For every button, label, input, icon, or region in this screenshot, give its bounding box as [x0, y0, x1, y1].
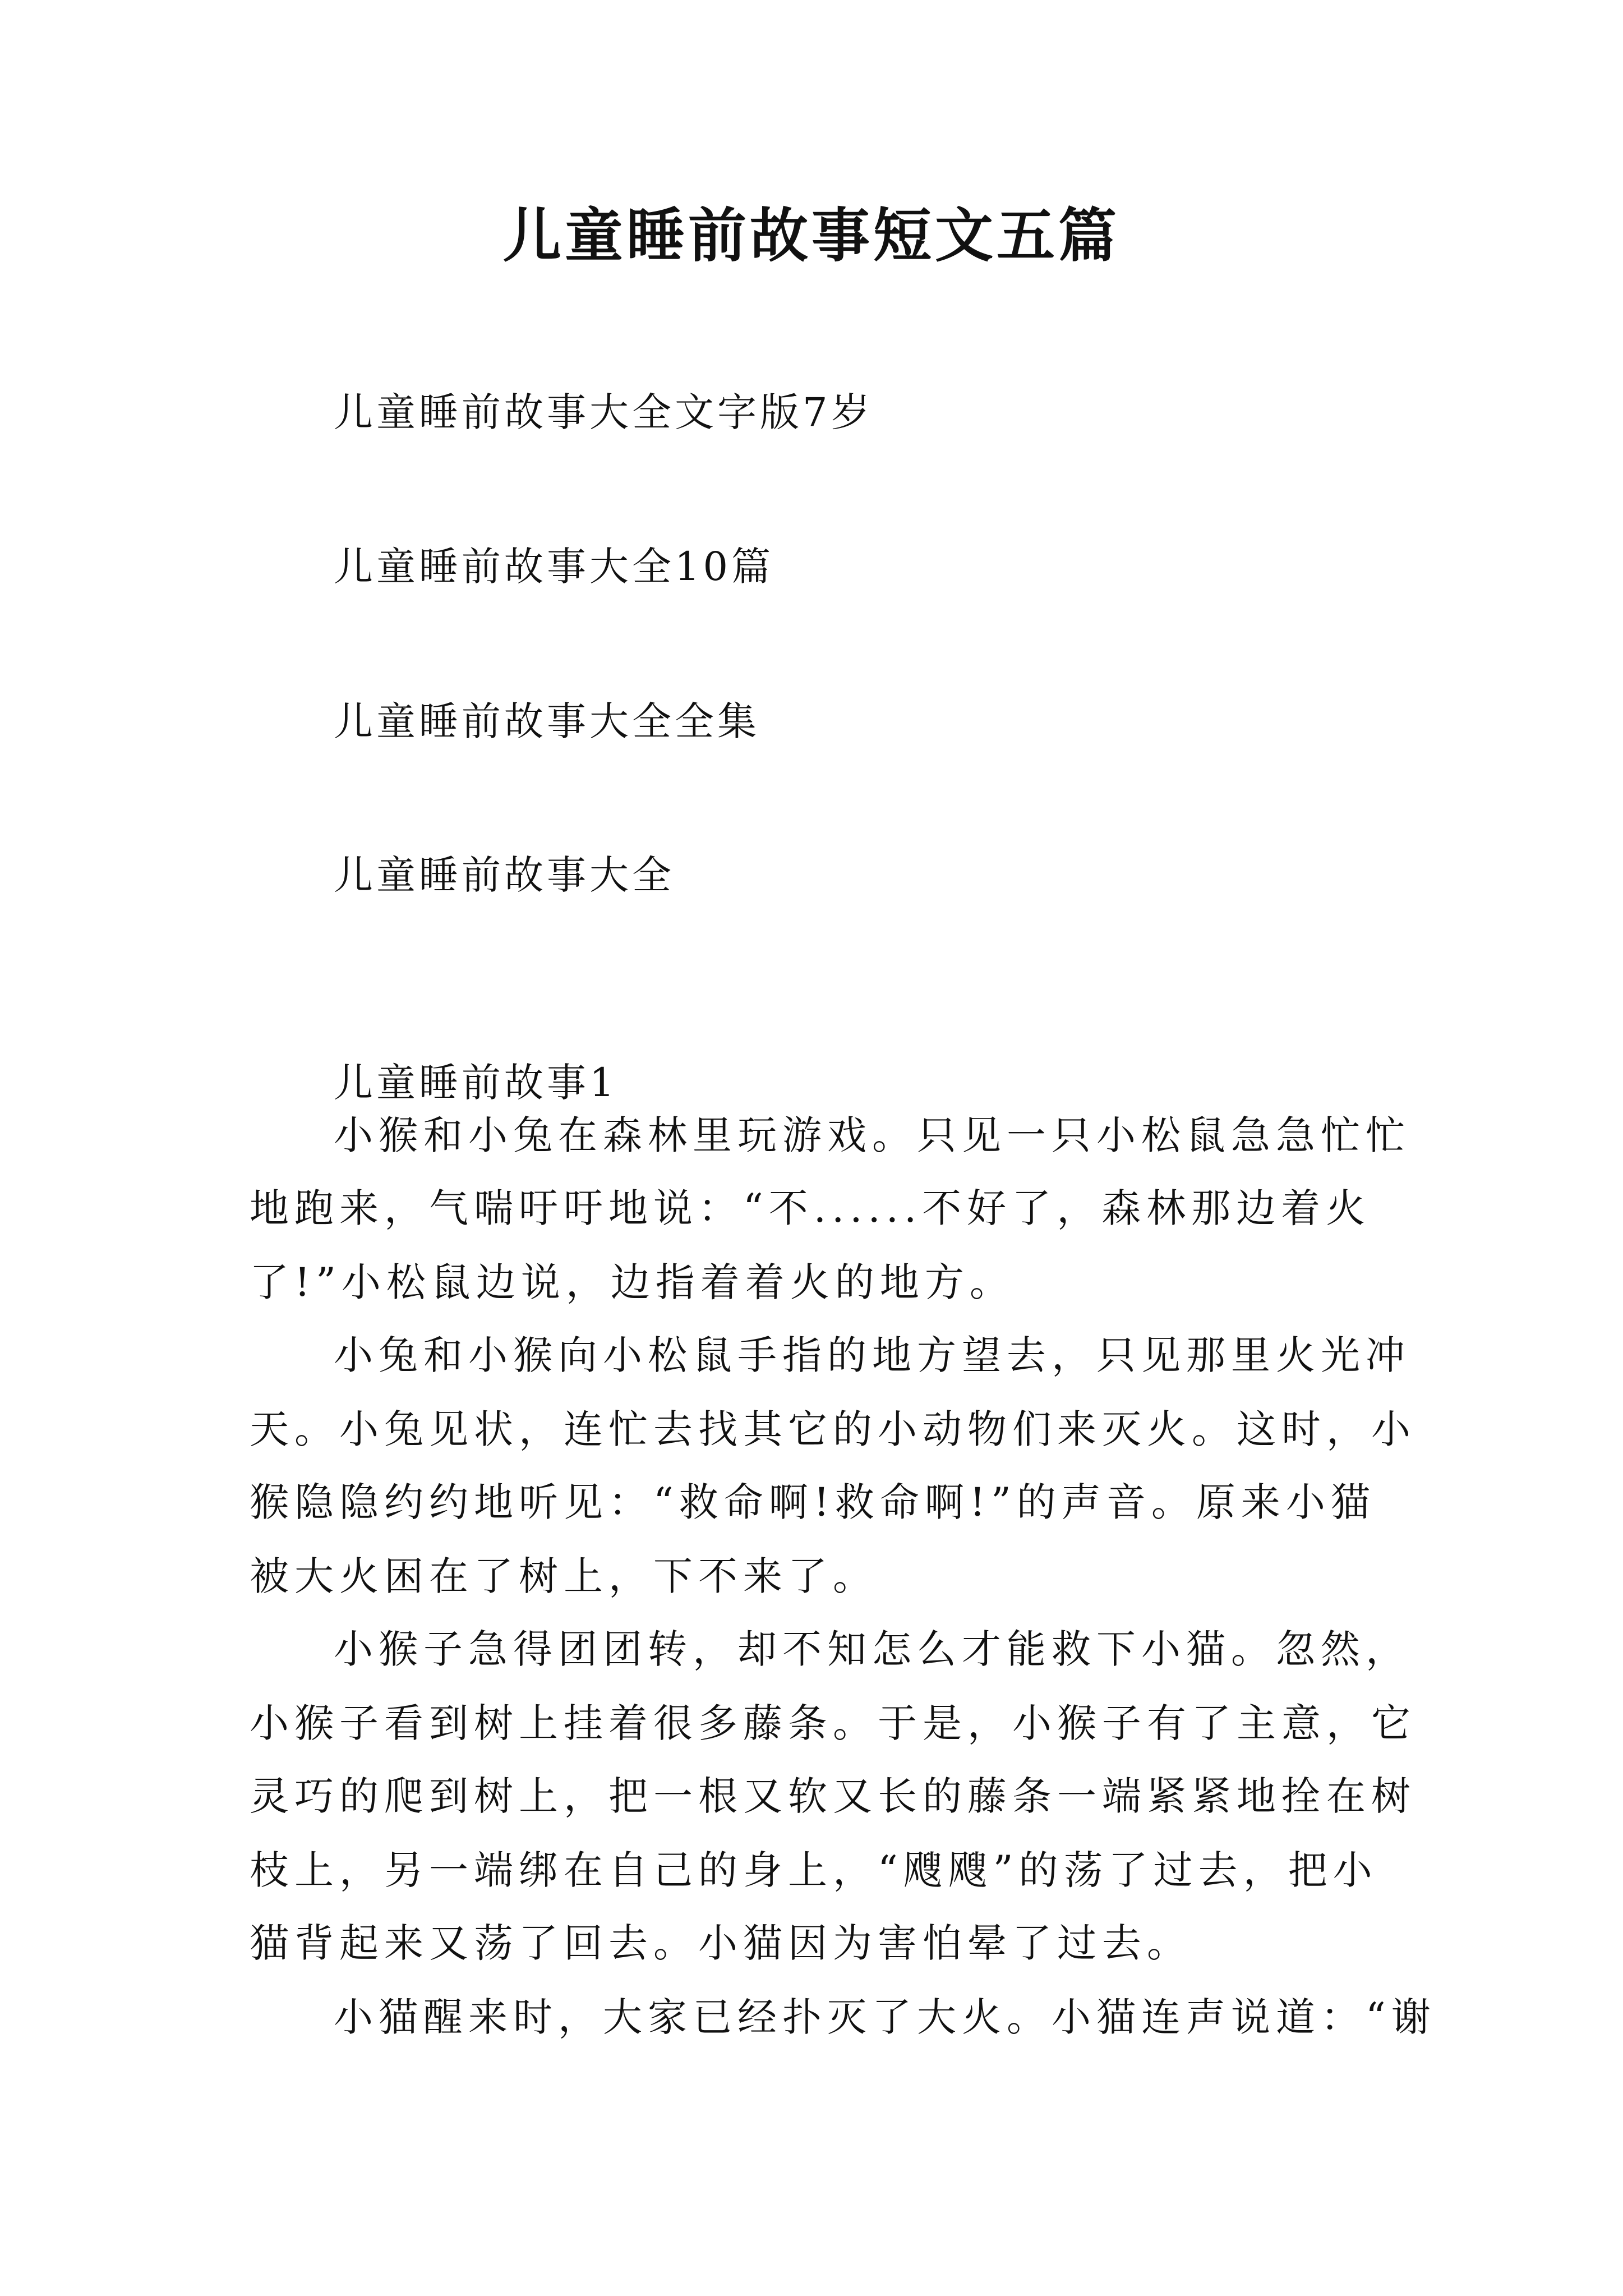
story-line: 小猫醒来时，大家已经扑灭了大火。小猫连声说道：“谢	[334, 1994, 1436, 2040]
story-line: 小猴和小兔在森林里玩游戏。只见一只小松鼠急急忙忙	[334, 1112, 1410, 1158]
story-line: 灵巧的爬到树上，把一根又软又长的藤条一端紧紧地拴在树	[250, 1773, 1416, 1819]
story-line: 天。小兔见状，连忙去找其它的小动物们来灭火。这时，小	[250, 1406, 1416, 1452]
story-line: 被大火困在了树上，下不来了。	[250, 1553, 878, 1599]
story-line: 猴隐隐约约地听见：“救命啊!救命啊!”的声音。原来小猫	[250, 1479, 1376, 1525]
toc-item: 儿童睡前故事大全文字版7岁	[334, 389, 874, 435]
story-heading: 儿童睡前故事1	[334, 1060, 618, 1106]
story-line: 猫背起来又荡了回去。小猫因为害怕晕了过去。	[250, 1920, 1192, 1966]
toc-item: 儿童睡前故事大全全集	[334, 698, 760, 744]
story-line: 地跑来，气喘吁吁地说：“不......不好了，森林那边着火	[250, 1185, 1371, 1231]
toc-item: 儿童睡前故事大全	[334, 852, 675, 898]
document-title: 儿童睡前故事短文五篇	[502, 201, 1120, 270]
story-line: 小兔和小猴向小松鼠手指的地方望去，只见那里火光冲	[334, 1332, 1410, 1378]
story-line: 了!”小松鼠边说，边指着着火的地方。	[250, 1259, 1015, 1305]
toc-item: 儿童睡前故事大全10篇	[334, 544, 774, 590]
story-line: 小猴子看到树上挂着很多藤条。于是，小猴子有了主意，它	[250, 1700, 1416, 1746]
story-line: 枝上，另一端绑在自己的身上，“飕飕”的荡了过去，把小	[250, 1847, 1378, 1893]
story-line: 小猴子急得团团转，却不知怎么才能救下小猫。忽然，	[334, 1626, 1410, 1672]
